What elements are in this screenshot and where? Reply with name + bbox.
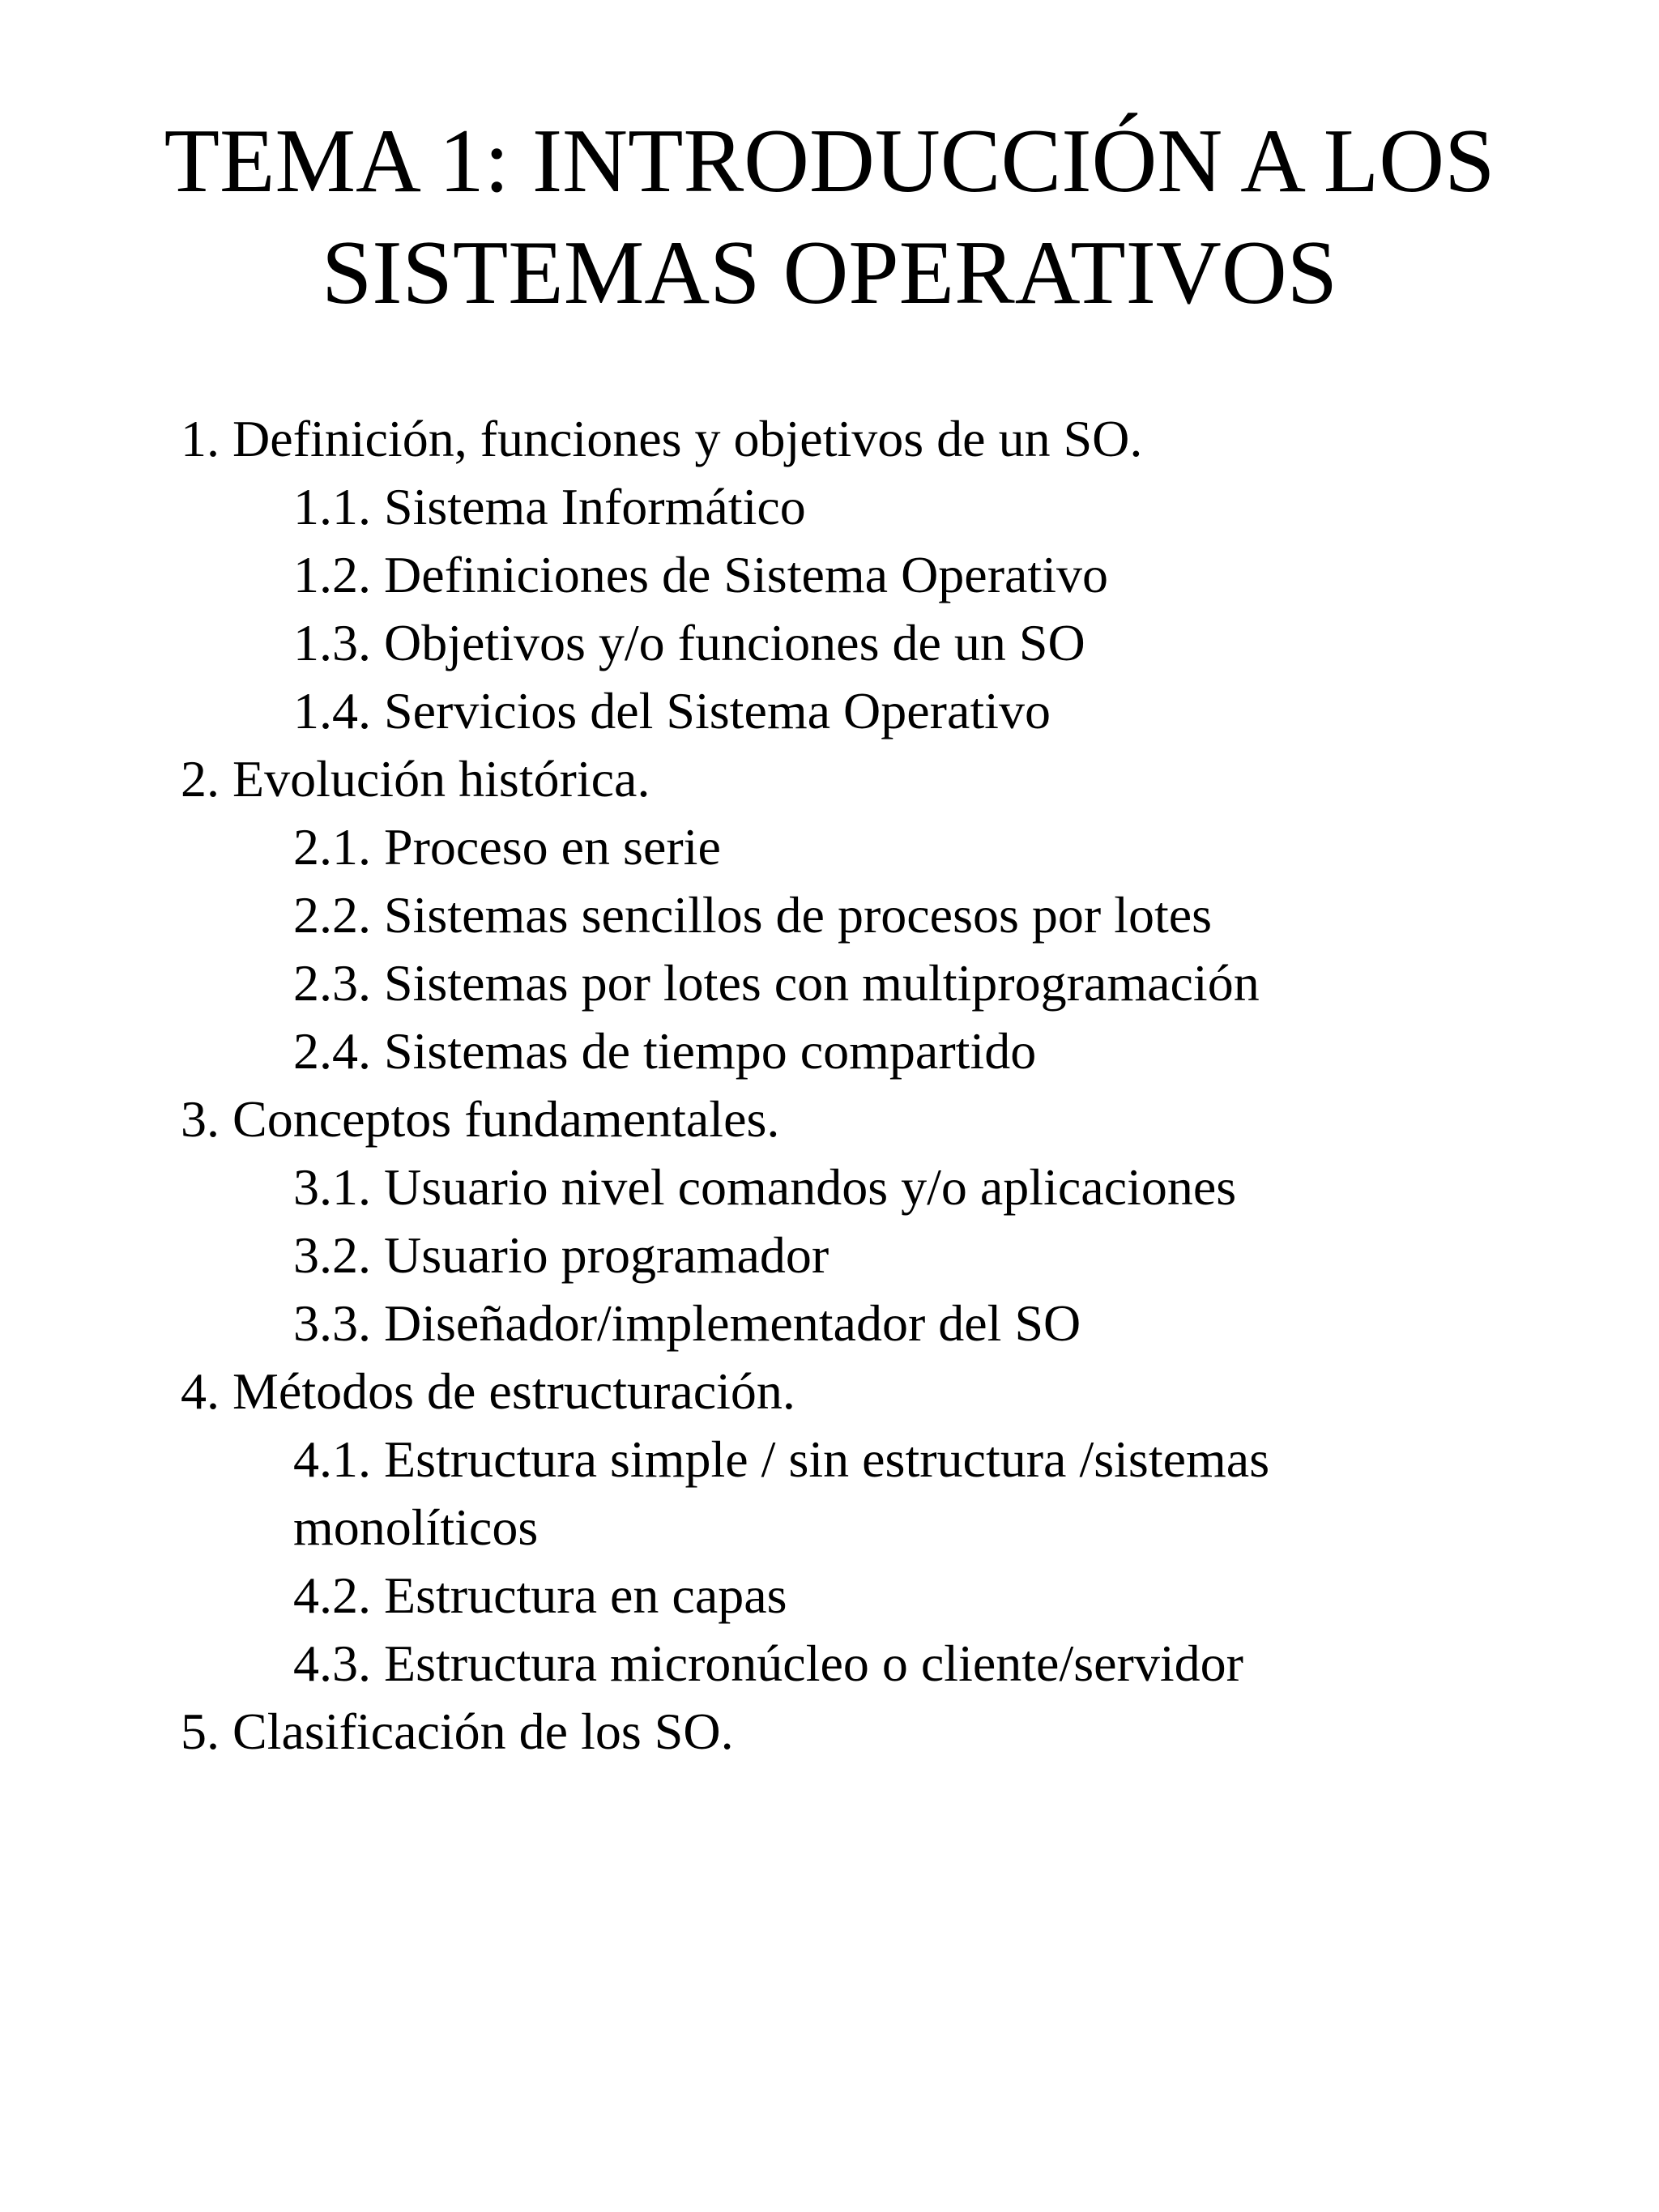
subsection-item: 1.1. Sistema Informático <box>293 478 806 535</box>
subsection-item: 3.1. Usuario nivel comandos y/o aplicaciones <box>293 1158 1237 1216</box>
subsection-item: 2.3. Sistemas por lotes con multiprogramación <box>293 954 1260 1012</box>
section-1 <box>0 405 1659 745</box>
subsection-list <box>0 1426 1659 1698</box>
section-2 <box>0 745 1659 1085</box>
section-heading: 1. Definición, funciones y objetivos de un SO. <box>181 410 1143 467</box>
subsection-item: 4.3. Estructura micronúcleo o cliente/servidor <box>293 1634 1243 1692</box>
subsection-item: 2.4. Sistemas de tiempo compartido <box>293 1022 1037 1080</box>
section-4 <box>0 1357 1659 1698</box>
subsection-item: 4.1. Estructura simple / sin estructura /sistemas <box>293 1430 1270 1488</box>
section-heading: 4. Métodos de estructuración. <box>181 1362 795 1420</box>
subsection-item: 3.3. Diseñador/implementador del SO <box>293 1294 1081 1352</box>
section-5 <box>0 1698 1659 1766</box>
subsection-item-continuation: monolíticos <box>293 1498 539 1556</box>
section-heading: 3. Conceptos fundamentales. <box>181 1090 780 1148</box>
table-of-contents <box>0 405 1659 1766</box>
subsection-list <box>0 813 1659 1085</box>
section-heading: 2. Evolución histórica. <box>181 750 650 808</box>
subsection-item: 4.2. Estructura en capas <box>293 1566 787 1624</box>
title-line-2: SISTEMAS OPERATIVOS <box>322 223 1337 323</box>
subsection-list <box>0 473 1659 745</box>
subsection-item: 1.2. Definiciones de Sistema Operativo <box>293 546 1108 603</box>
subsection-item: 3.2. Usuario programador <box>293 1226 830 1284</box>
subsection-item: 2.1. Proceso en serie <box>293 818 721 876</box>
section-heading: 5. Clasificación de los SO. <box>181 1703 734 1760</box>
subsection-item: 1.4. Servicios del Sistema Operativo <box>293 682 1051 739</box>
section-3 <box>0 1085 1659 1357</box>
page-title <box>0 105 1659 329</box>
subsection-item: 2.2. Sistemas sencillos de procesos por lotes <box>293 886 1213 944</box>
title-line-1: TEMA 1: INTRODUCCIÓN A LOS <box>164 111 1495 211</box>
subsection-list <box>0 1153 1659 1357</box>
subsection-item: 1.3. Objetivos y/o funciones de un SO <box>293 614 1085 671</box>
